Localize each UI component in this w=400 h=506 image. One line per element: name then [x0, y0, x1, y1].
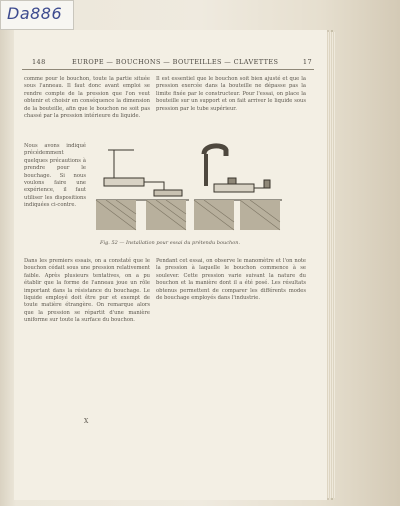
- right-column-bottom-text: [156, 258, 306, 302]
- right-page-number: 17: [302, 58, 312, 66]
- header-rule: [22, 69, 314, 70]
- right-column-top-text: [156, 76, 306, 113]
- left-column-top-text: [24, 76, 150, 120]
- catalog-tag: [0, 0, 74, 30]
- paragraph: Pendant cet essai, on observe le manomètre et l'on note la pression à laquelle le bouchon commence à se soulever. Cette pression varie suivant la nature du bouchon et la manière dont il a été posé. Les résultats obtenus permettent de comparer les différents modes de bouchage employés dans l'industrie.: [156, 258, 306, 302]
- apparatus-figure: [94, 140, 284, 240]
- paragraph: Dans les premiers essais, on a constaté que le bouchon cédait sous une pression relativement faible. Après plusieurs tentatives, on a pu établir que la forme de l'anneau joue un rôle important dans la résistance du bouchage. Le liquide employé doit être pur et exempt de toute matière étrangère. On remarque alors que la pression se répartit d'une manière uniforme sur toute la surface du bouchon.: [24, 258, 150, 324]
- page-edges: [327, 32, 335, 498]
- left-column-bottom-text: [24, 258, 150, 325]
- paragraph: Nous avons indiqué précédemment quelques précautions à prendre pour le bouchage. Si nous voulons faire une expérience, il faut utiliser les dispositions indiquées ci-contre.: [24, 143, 86, 209]
- left-narrow-text: [24, 143, 86, 210]
- catalog-tag-text: Da886: [7, 4, 63, 23]
- figure-caption: Fig. 52 — Installation pour essai du prétendu bouchon.: [100, 240, 241, 246]
- page-header: [20, 58, 320, 68]
- running-title: EUROPE — BOUCHONS — BOUTEILLES — CLAVETTES: [72, 58, 279, 66]
- paragraph: comme pour le bouchon, toute la partie située sous l'anneau. Il faut donc avant emploi se rendre compte de la pression que l'on veut obtenir et choisir en conséquence la dimension de la bouteille, afin que le bouchon ne soit pas chassé par la pression intérieure du liquide.: [24, 76, 150, 120]
- paragraph: Il est essentiel que le bouchon soit bien ajusté et que la pression exercée dans la bouteille ne dépasse pas la limite fixée par le constructeur. Pour l'essai, on place la bouteille sur un support et on fait arriver le liquide sous pression par le tube supérieur.: [156, 76, 306, 112]
- left-page-number: 148: [32, 58, 46, 66]
- section-mark: X: [84, 418, 89, 425]
